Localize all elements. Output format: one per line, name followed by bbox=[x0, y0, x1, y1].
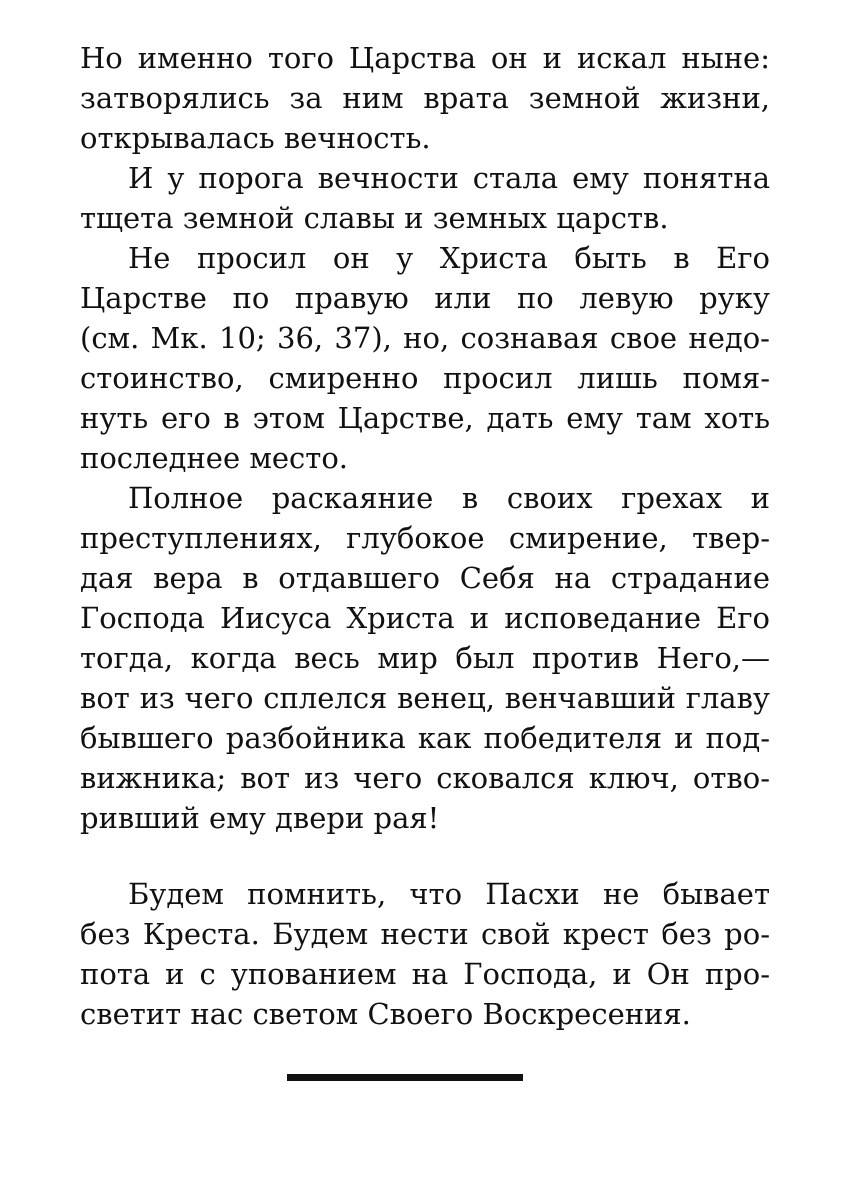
text-line: тогда, когда весь мир был против Него,— bbox=[80, 641, 770, 675]
text-line: ривший ему двери рая! bbox=[80, 801, 440, 835]
text-line: последнее место. bbox=[80, 441, 349, 475]
section-gap bbox=[80, 838, 770, 874]
paragraph-2 bbox=[80, 158, 770, 238]
paragraph-5 bbox=[80, 874, 770, 1034]
text-line: дая вера в отдавшего Себя на страдание bbox=[80, 561, 770, 595]
text-line: преступлениях, глубокое смирение, твер- bbox=[80, 521, 770, 555]
text-line: нуть его в этом Царстве, дать ему там хоть bbox=[80, 401, 770, 435]
text-line: Царстве по правую или по левую руку bbox=[80, 281, 770, 315]
paragraph-1 bbox=[80, 38, 770, 158]
text-line: вижника; вот из чего сковался ключ, отво- bbox=[80, 761, 770, 795]
text-line: И у порога вечности стала ему понятна bbox=[128, 161, 770, 195]
text-line: вот из чего сплелся венец, венчавший главу bbox=[80, 681, 770, 715]
text-line: тщета земной славы и земных царств. bbox=[80, 201, 669, 235]
paragraph-3 bbox=[80, 238, 770, 478]
text-line: стоинство, смиренно просил лишь помя- bbox=[80, 361, 770, 395]
text-line: Будем помнить, что Пасхи не бывает bbox=[128, 877, 770, 911]
text-line: пота и с упованием на Господа, и Он про- bbox=[80, 957, 770, 991]
text-line: Но именно того Царства он и искал ныне: bbox=[80, 41, 770, 75]
text-line: Не просил он у Христа быть в Его bbox=[128, 241, 770, 275]
text-line: Полное раскаяние в своих грехах и bbox=[128, 481, 770, 515]
text-line: без Креста. Будем нести свой крест без ро- bbox=[80, 917, 770, 951]
text-line: бывшего разбойника как победителя и под- bbox=[80, 721, 770, 755]
text-line: светит нас светом Своего Воскресения. bbox=[80, 997, 691, 1031]
text-line: (см. Мк. 10; 36, 37), но, сознавая свое недо- bbox=[80, 321, 770, 355]
section-divider-rule bbox=[287, 1074, 523, 1081]
text-line: Господа Иисуса Христа и исповедание Его bbox=[80, 601, 770, 635]
paragraph-4 bbox=[80, 478, 770, 838]
page-body bbox=[80, 38, 770, 1034]
text-line: затворялись за ним врата земной жизни, bbox=[80, 81, 770, 115]
text-line: открывалась вечность. bbox=[80, 121, 431, 155]
